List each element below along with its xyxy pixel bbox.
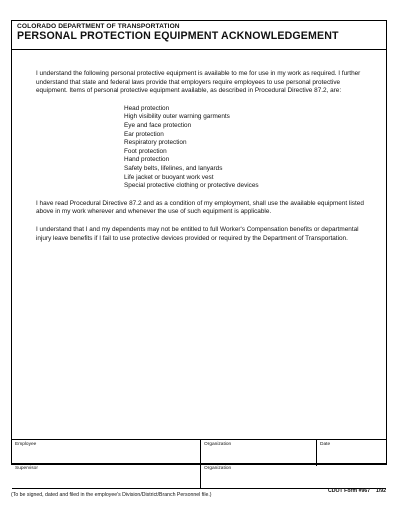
supervisor-organization-field[interactable] (200, 464, 386, 488)
equipment-item: Safety belts, lifelines, and lanyards (124, 164, 223, 172)
signature-row-supervisor (12, 463, 386, 489)
form-identifier (328, 488, 386, 494)
supervisor-label: Supervisor (15, 466, 38, 471)
equipment-item: Head protection (124, 104, 170, 112)
form-number: CDOT Form #967 (328, 488, 371, 494)
form-revision: 1/92 (375, 488, 386, 494)
form-body (36, 70, 366, 252)
department-name: COLORADO DEPARTMENT OF TRANSPORTATION (17, 23, 180, 30)
equipment-item: Hand protection (124, 156, 170, 164)
compliance-paragraph: I have read Procedural Directive 87.2 and as a condition of my employment, shall use the available equipment listed above in my work wherever and whenever the use of such equipment is applicable. (36, 199, 364, 216)
equipment-item: Eye and face protection (124, 121, 192, 129)
equipment-item: Ear protection (124, 130, 164, 138)
equipment-item: Special protective clothing or protective devices (124, 182, 259, 190)
equipment-item: High visibility outer warning garments (124, 113, 230, 121)
equipment-item: Foot protection (124, 147, 167, 155)
organization-label: Organization (204, 442, 232, 447)
intro-paragraph: I understand the following personal protective equipment is available to me for use in my work as required. I further understand that state and federal laws provide that employers require employees to use personal protective equipment. Items of personal protective equipment available, as described in Procedural Directive 87.2, are: (36, 70, 361, 95)
equipment-list (36, 105, 366, 191)
supervisor-signature-field[interactable] (12, 464, 200, 488)
employee-label: Employee (15, 442, 37, 447)
filing-instructions: (To be signed, dated and filed in the employee's Division/District/Branch Personnel file.) (11, 492, 212, 498)
date-label: Date (320, 442, 331, 447)
signature-row-employee (12, 439, 386, 466)
form-header (12, 21, 386, 50)
equipment-item: Life jacket or buoyant work vest (124, 173, 214, 181)
form-title: PERSONAL PROTECTION EQUIPMENT ACKNOWLEDGEMENT (17, 30, 339, 42)
benefits-paragraph: I understand that I and my dependents may not be entitled to full Worker's Compensation benefits or departmental injury leave benefits if I fail to use protective devices provided or required by the Department of Transportation. (36, 225, 359, 242)
organization-label: Organization (204, 466, 232, 471)
equipment-item: Respiratory protection (124, 139, 187, 147)
acknowledgement-form (11, 20, 387, 471)
